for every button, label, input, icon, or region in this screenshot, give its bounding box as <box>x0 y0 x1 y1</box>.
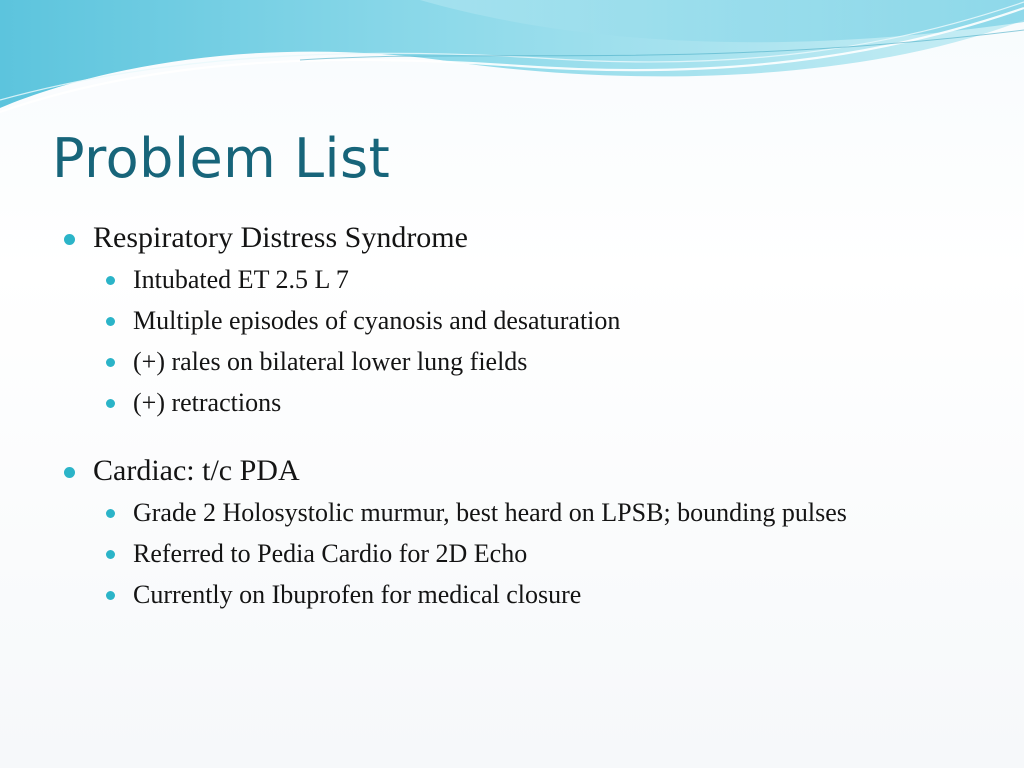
list-item-text: (+) rales on bilateral lower lung fields <box>133 347 528 376</box>
section-heading: Cardiac: t/c PDA <box>93 454 300 487</box>
bullet-icon <box>106 358 115 367</box>
list-item-text: Currently on Ibuprofen for medical closure <box>133 580 582 609</box>
list-item-text: Intubated ET 2.5 L 7 <box>133 265 349 294</box>
slide-title: Problem List <box>52 127 391 190</box>
list-item-text: Grade 2 Holosystolic murmur, best heard on LPSB; bounding pulses <box>133 498 847 527</box>
list-item <box>105 304 964 338</box>
bullet-icon <box>106 317 115 326</box>
list-item <box>105 578 964 612</box>
section-heading: Respiratory Distress Syndrome <box>93 221 468 254</box>
list-item <box>105 386 964 420</box>
list-item <box>105 263 964 297</box>
list-item-text: Multiple episodes of cyanosis and desaturation <box>133 306 621 335</box>
section-cardiac <box>64 453 964 489</box>
bullet-icon <box>106 591 115 600</box>
list-item <box>105 496 964 530</box>
list-item-text: (+) retractions <box>133 388 282 417</box>
list-item-text: Referred to Pedia Cardio for 2D Echo <box>133 539 528 568</box>
bullet-icon <box>106 509 115 518</box>
bullet-icon <box>106 276 115 285</box>
bullet-icon <box>106 399 115 408</box>
list-item <box>105 537 964 571</box>
decorative-wave-header <box>0 0 1024 130</box>
section-respiratory <box>64 220 964 256</box>
bullet-icon <box>64 234 75 245</box>
list-item <box>105 345 964 379</box>
bullet-content <box>64 220 964 612</box>
bullet-icon <box>106 550 115 559</box>
bullet-icon <box>64 467 75 478</box>
